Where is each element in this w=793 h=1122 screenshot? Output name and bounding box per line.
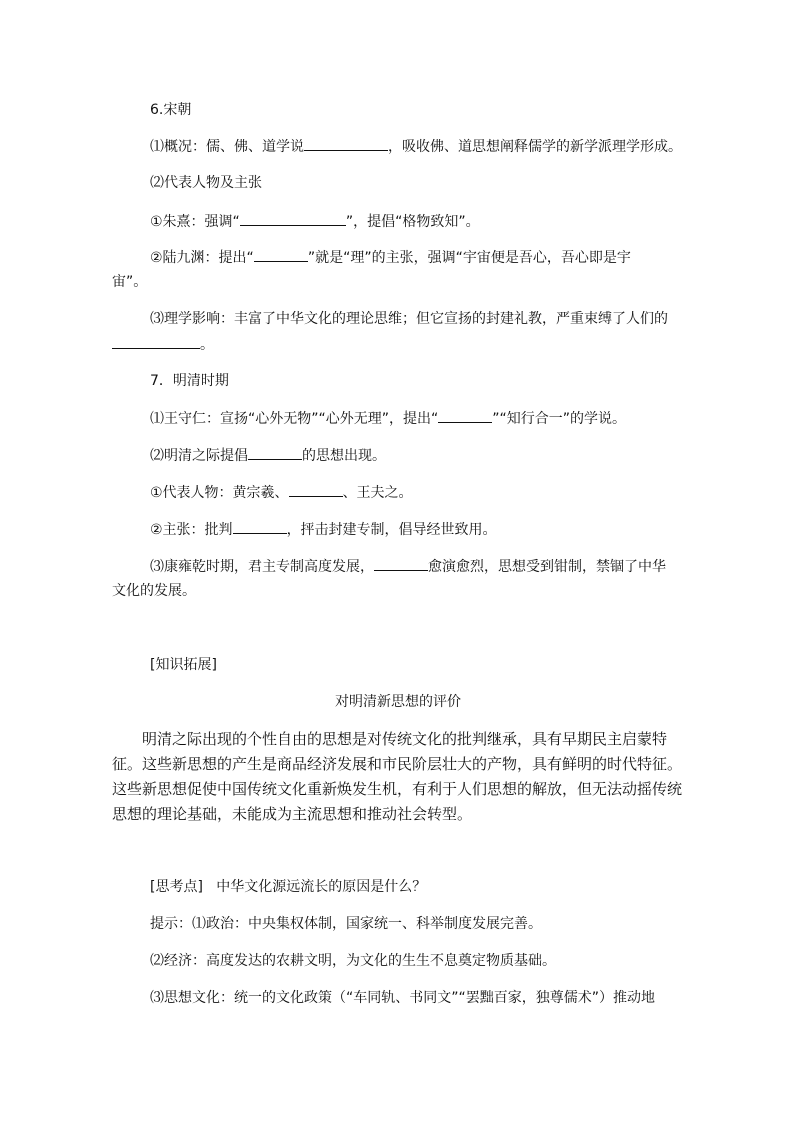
thinking-point-tag: [思考点] bbox=[150, 879, 203, 895]
ming-claims-line bbox=[150, 520, 497, 539]
ming-kangyongqian-line-cont: 文化的发展。 bbox=[112, 583, 196, 599]
text: ，抨击封建专制，倡导经世致用。 bbox=[286, 522, 497, 538]
text: ，吸收佛、道思想阐释儒学的新学派理学形成。 bbox=[388, 139, 682, 155]
fill-blank[interactable] bbox=[374, 557, 428, 571]
text: 、王夫之。 bbox=[342, 485, 413, 501]
knowledge-expansion-body: 明清之际出现的个性自由的思想是对传统文化的批判继承，具有早期民主启蒙特征。这些新思想的产生是商品经济发展和市民阶层壮大的产物，具有鲜明的时代特征。这些新思想促使中国传统文化重新焕发生机，有利于人们思想的解放，但无法动摇传统思想的理论基础，未能成为主流思想和推动社会转型。 bbox=[112, 730, 683, 823]
song-influence-line-cont bbox=[112, 335, 214, 354]
text: ①代表人物：黄宗羲、 bbox=[150, 485, 289, 501]
fill-blank[interactable] bbox=[289, 483, 343, 497]
knowledge-expansion-title: 对明清新思想的评价 bbox=[335, 694, 461, 710]
text: ”，提倡“格物致知”。 bbox=[345, 214, 480, 230]
section-heading-song: 6.宋朝 bbox=[150, 102, 192, 118]
song-lujiuyuan-line-cont: 宙”。 bbox=[112, 274, 148, 290]
section-heading-ming-qing: 7．明清时期 bbox=[150, 373, 229, 389]
song-overview-line bbox=[150, 137, 682, 156]
ming-kangyongqian-line bbox=[150, 557, 666, 576]
ming-wangshouren-line bbox=[150, 409, 626, 428]
text: 的思想出现。 bbox=[302, 448, 386, 464]
song-influence-line: ⑶理学影响：丰富了中华文化的理论思维；但它宣扬的封建礼教，严重束缚了人们的 bbox=[150, 311, 668, 327]
fill-blank[interactable] bbox=[240, 212, 346, 226]
text: 愈演愈烈，思想受到钳制，禁锢了中华 bbox=[428, 559, 666, 575]
text: ”“知行合一”的学说。 bbox=[492, 411, 627, 427]
thinking-point-question: 中华文化源远流长的原因是什么？ bbox=[216, 879, 427, 895]
knowledge-expansion-tag: [知识拓展] bbox=[150, 657, 217, 673]
hint-culture-line: ⑶思想文化：统一的文化政策（“车同轨、书同文”“罢黜百家，独尊儒术”）推动地 bbox=[150, 990, 656, 1006]
text: ②主张：批判 bbox=[150, 522, 233, 538]
song-lujiuyuan-line bbox=[150, 248, 631, 267]
fill-blank[interactable] bbox=[248, 446, 302, 460]
song-zhuxi-line bbox=[150, 212, 480, 231]
hint-economy-line: ⑵经济：高度发达的农耕文明，为文化的生生不息奠定物质基础。 bbox=[150, 953, 556, 969]
fill-blank[interactable] bbox=[438, 409, 492, 423]
text: ⑴概况：儒、佛、道学说 bbox=[150, 139, 304, 155]
text: ⑴王守仁：宣扬“心外无物”“心外无理”，提出“ bbox=[150, 411, 439, 427]
fill-blank[interactable] bbox=[304, 137, 388, 151]
ming-advocate-line bbox=[150, 446, 386, 465]
hint-politics-line: 提示：⑴政治：中央集权体制，国家统一、科举制度发展完善。 bbox=[150, 916, 542, 932]
fill-blank[interactable] bbox=[254, 248, 308, 262]
text: ”就是“理”的主张，强调“宇宙便是吾心，吾心即是宇 bbox=[307, 250, 631, 266]
thinking-point-line bbox=[150, 878, 426, 896]
fill-blank[interactable] bbox=[233, 520, 287, 534]
song-representatives-heading: ⑵代表人物及主张 bbox=[150, 175, 262, 191]
text: ①朱熹：强调“ bbox=[150, 214, 240, 230]
text: ⑵明清之际提倡 bbox=[150, 448, 248, 464]
fill-blank[interactable] bbox=[112, 335, 200, 349]
text: ⑶康雍乾时期，君主专制高度发展， bbox=[150, 559, 374, 575]
text: 。 bbox=[200, 337, 214, 353]
text: ②陆九渊：提出“ bbox=[150, 250, 254, 266]
ming-representatives-line bbox=[150, 483, 413, 502]
